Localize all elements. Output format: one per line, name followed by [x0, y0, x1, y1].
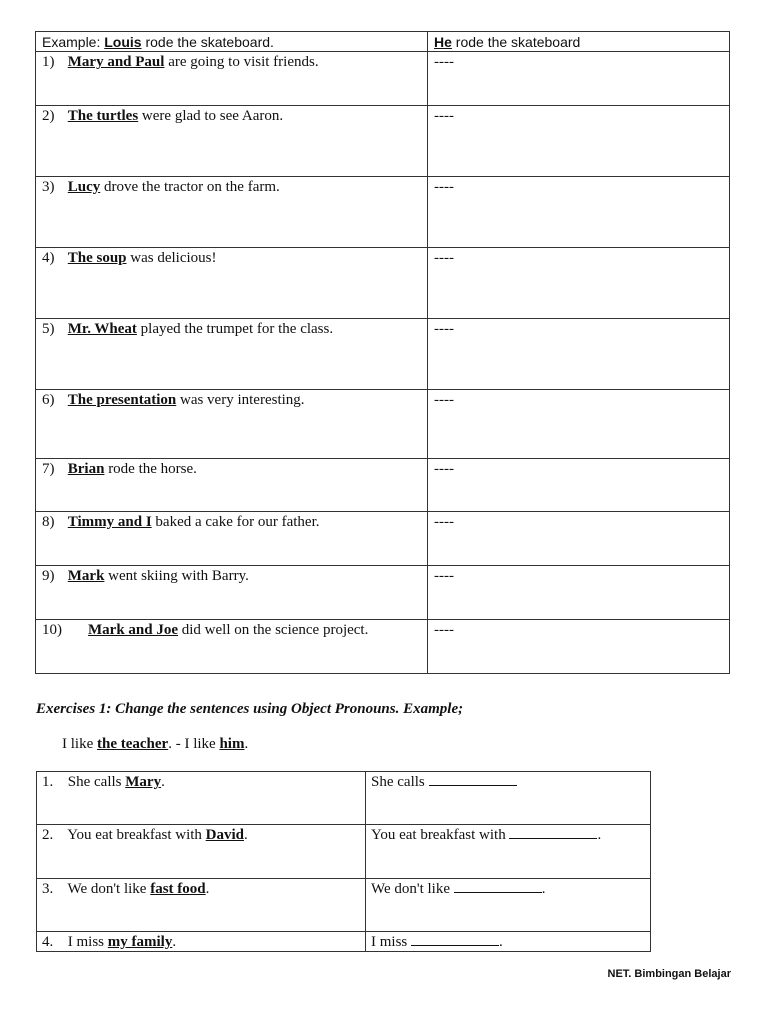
- example-sentence: [36, 32, 428, 52]
- table-row: [36, 319, 730, 390]
- sentence-rest: were glad to see Aaron.: [141, 108, 284, 124]
- row-number: 7): [42, 461, 55, 477]
- answer-cell[interactable]: ----: [428, 248, 730, 319]
- row-number: 3): [42, 179, 55, 195]
- sentence-end: .: [244, 827, 248, 843]
- answer-end: .: [597, 827, 602, 843]
- sentence-cell: [37, 932, 366, 952]
- sentence-subject: Mr. Wheat: [67, 321, 137, 337]
- row-number: 2.: [42, 827, 54, 843]
- table-row: [36, 459, 730, 512]
- row-number: 2): [42, 108, 55, 124]
- row-number: 1): [42, 54, 55, 70]
- sentence-cell: [36, 177, 428, 248]
- row-number: 5): [42, 321, 55, 337]
- answer-cell[interactable]: ----: [428, 620, 730, 674]
- example-pronoun: him: [219, 736, 245, 752]
- answer-blank[interactable]: [454, 880, 542, 893]
- row-number: 10): [42, 622, 62, 638]
- answer-cell[interactable]: [366, 932, 651, 952]
- example-prefix: Example:: [42, 34, 101, 50]
- answer-end: .: [499, 934, 503, 950]
- table-row: [37, 825, 651, 879]
- sentence-rest: was very interesting.: [179, 392, 305, 408]
- answer-cell[interactable]: ----: [428, 319, 730, 390]
- example-subject: Louis: [104, 34, 142, 50]
- row-number: 9): [42, 568, 55, 584]
- sentence-cell: [36, 319, 428, 390]
- table-row: [37, 879, 651, 932]
- answer-blank[interactable]: [411, 933, 499, 946]
- sentence-rest: rode the horse.: [108, 461, 197, 477]
- sentence-start: She calls: [67, 774, 122, 790]
- sentence-subject: Mary and Paul: [67, 54, 165, 70]
- example-answer: [428, 32, 730, 52]
- answer-cell[interactable]: ----: [428, 512, 730, 566]
- table-row: [36, 512, 730, 566]
- sentence-rest: did well on the science project.: [181, 622, 369, 638]
- answer-blank[interactable]: [509, 826, 597, 839]
- sentence-cell: [37, 879, 366, 932]
- table-row: [36, 248, 730, 319]
- table-row: [36, 390, 730, 459]
- sentence-cell: [36, 52, 428, 106]
- table-row: [36, 620, 730, 674]
- example-part2: . - I like: [168, 736, 216, 752]
- row-number: 4): [42, 250, 55, 266]
- sentence-rest: are going to visit friends.: [168, 54, 319, 70]
- sentence-cell: [36, 106, 428, 177]
- answer-cell[interactable]: ----: [428, 177, 730, 248]
- example-rest: rode the skateboard.: [145, 34, 274, 50]
- table-row: [36, 177, 730, 248]
- example-object: the teacher: [97, 736, 169, 752]
- answer-cell[interactable]: ----: [428, 106, 730, 177]
- answer-start: I miss: [371, 934, 408, 950]
- sentence-end: .: [172, 934, 177, 950]
- sentence-cell: [36, 512, 428, 566]
- sentence-cell: [37, 772, 366, 825]
- table-row: [37, 772, 651, 825]
- answer-cell[interactable]: ----: [428, 390, 730, 459]
- row-number: 3.: [42, 881, 54, 897]
- table-row: [36, 566, 730, 620]
- sentence-cell: [36, 248, 428, 319]
- row-number: 1.: [42, 774, 54, 790]
- sentence-subject: Timmy and I: [67, 514, 152, 530]
- footer-credit: NET. Bimbingan Belajar: [607, 968, 731, 980]
- sentence-object: fast food: [150, 881, 206, 897]
- answer-cell[interactable]: [366, 772, 651, 825]
- sentence-start: You eat breakfast with: [67, 827, 202, 843]
- exercise-example: [62, 736, 248, 753]
- answer-start: She calls: [371, 774, 425, 790]
- sentence-subject: Mark: [67, 568, 105, 584]
- answer-start: You eat breakfast with: [371, 827, 506, 843]
- sentence-cell: [37, 825, 366, 879]
- row-number: 4.: [42, 934, 54, 950]
- sentence-cell: [36, 566, 428, 620]
- example-part1: I like: [62, 736, 94, 752]
- example-answer-subject: He: [434, 34, 452, 50]
- sentence-end: .: [161, 774, 165, 790]
- sentence-rest: drove the tractor on the farm.: [104, 179, 280, 195]
- sentence-subject: The turtles: [67, 108, 139, 124]
- sentence-cell: [36, 459, 428, 512]
- object-pronoun-table: [36, 771, 651, 952]
- sentence-start: We don't like: [67, 881, 147, 897]
- table-row: [37, 932, 651, 952]
- example-row: [36, 32, 730, 52]
- sentence-rest: played the trumpet for the class.: [140, 321, 334, 337]
- answer-cell[interactable]: ----: [428, 52, 730, 106]
- sentence-subject: Brian: [67, 461, 105, 477]
- answer-cell[interactable]: ----: [428, 566, 730, 620]
- sentence-subject: The soup: [67, 250, 127, 266]
- answer-cell[interactable]: [366, 825, 651, 879]
- sentence-object: David: [205, 827, 244, 843]
- answer-start: We don't like: [371, 881, 450, 897]
- sentence-object: Mary: [125, 774, 162, 790]
- row-number: 6): [42, 392, 55, 408]
- subject-pronoun-table: [35, 31, 730, 674]
- sentence-start: I miss: [67, 934, 105, 950]
- sentence-subject: Lucy: [67, 179, 101, 195]
- example-part3: .: [244, 736, 249, 752]
- sentence-rest: baked a cake for our father.: [155, 514, 320, 530]
- answer-end: .: [541, 881, 546, 897]
- sentence-subject: The presentation: [67, 392, 177, 408]
- answer-blank[interactable]: [429, 773, 517, 786]
- sentence-end: .: [205, 881, 210, 897]
- table-row: [36, 52, 730, 106]
- sentence-subject: Mark and Joe: [88, 622, 178, 638]
- answer-cell[interactable]: [366, 879, 651, 932]
- row-number: 8): [42, 514, 55, 530]
- sentence-cell: [36, 620, 428, 674]
- sentence-object: my family: [107, 934, 173, 950]
- answer-cell[interactable]: ----: [428, 459, 730, 512]
- sentence-cell: [36, 390, 428, 459]
- exercise-title: Exercises 1: Change the sentences using Object Pronouns. Example;: [36, 701, 464, 717]
- table-row: [36, 106, 730, 177]
- example-answer-rest: rode the skateboard: [455, 34, 581, 50]
- sentence-rest: went skiing with Barry.: [108, 568, 249, 584]
- sentence-rest: was delicious!: [130, 250, 217, 266]
